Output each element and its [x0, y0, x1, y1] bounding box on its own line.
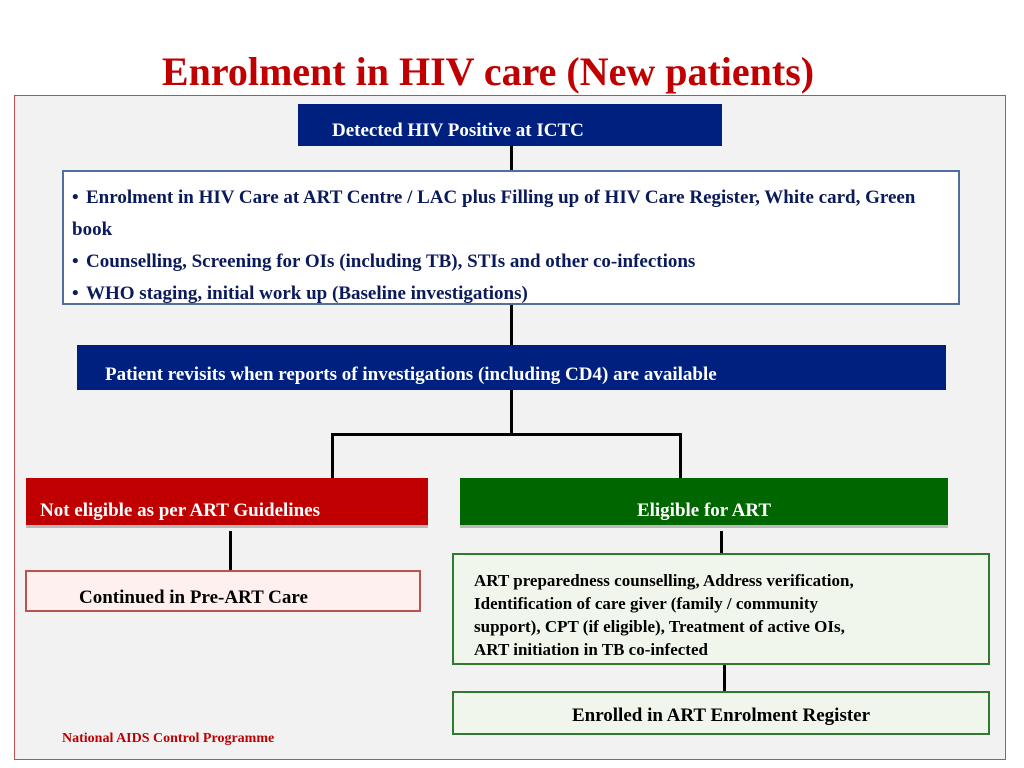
detected-box — [298, 104, 722, 146]
step-text: WHO staging, initial work up (Baseline investigations) — [86, 283, 528, 304]
preparation-line: support), CPT (if eligible), Treatment of active OIs, — [474, 617, 845, 636]
list-item — [72, 278, 950, 310]
not-eligible-label: Not eligible as per ART Guidelines — [40, 500, 320, 521]
eligible-box — [460, 478, 948, 528]
connector-preparation-to-enrolled — [723, 665, 726, 691]
bullet: • — [72, 283, 79, 304]
slide-title: Enrolment in HIV care (New patients) — [161, 49, 815, 94]
footer-text: National AIDS Control Programme — [62, 731, 275, 746]
not-eligible-box — [26, 478, 428, 528]
connector-revisit-down — [510, 390, 513, 435]
connector-branch-left — [331, 433, 334, 478]
connector-not-eligible-to-pre-art — [229, 531, 232, 570]
preparation-line: ART preparedness counselling, Address verification, — [474, 571, 854, 590]
pre-art-care-box — [25, 570, 421, 612]
preparation-line: ART initiation in TB co-infected — [474, 640, 708, 659]
connector-branch-right — [679, 433, 682, 478]
list-item — [72, 182, 922, 246]
art-preparation-box — [452, 553, 990, 665]
pre-art-label: Continued in Pre-ART Care — [79, 587, 308, 608]
enrolment-steps-box — [62, 170, 960, 305]
detected-label: Detected HIV Positive at ICTC — [332, 120, 584, 141]
step-text: Enrolment in HIV Care at ART Centre / LAC plus Filling up of HIV Care Register, White card, Green book — [72, 187, 916, 240]
revisit-box — [77, 345, 946, 390]
connector-branch-horizontal — [331, 433, 682, 436]
list-item — [72, 246, 950, 278]
connector-eligible-to-preparation — [720, 531, 723, 553]
revisit-label: Patient revisits when reports of investigations (including CD4) are available — [105, 364, 717, 385]
enrolled-label: Enrolled in ART Enrolment Register — [571, 705, 871, 726]
enrolled-box — [452, 691, 990, 735]
eligible-label: Eligible for ART — [636, 500, 772, 521]
connector-detected-to-steps — [510, 146, 513, 170]
preparation-line: Identification of care giver (family / community — [474, 594, 819, 613]
bullet: • — [72, 187, 79, 208]
step-text: Counselling, Screening for OIs (including TB), STIs and other co-infections — [86, 251, 696, 272]
connector-steps-to-revisit — [510, 305, 513, 345]
bullet: • — [72, 251, 79, 272]
